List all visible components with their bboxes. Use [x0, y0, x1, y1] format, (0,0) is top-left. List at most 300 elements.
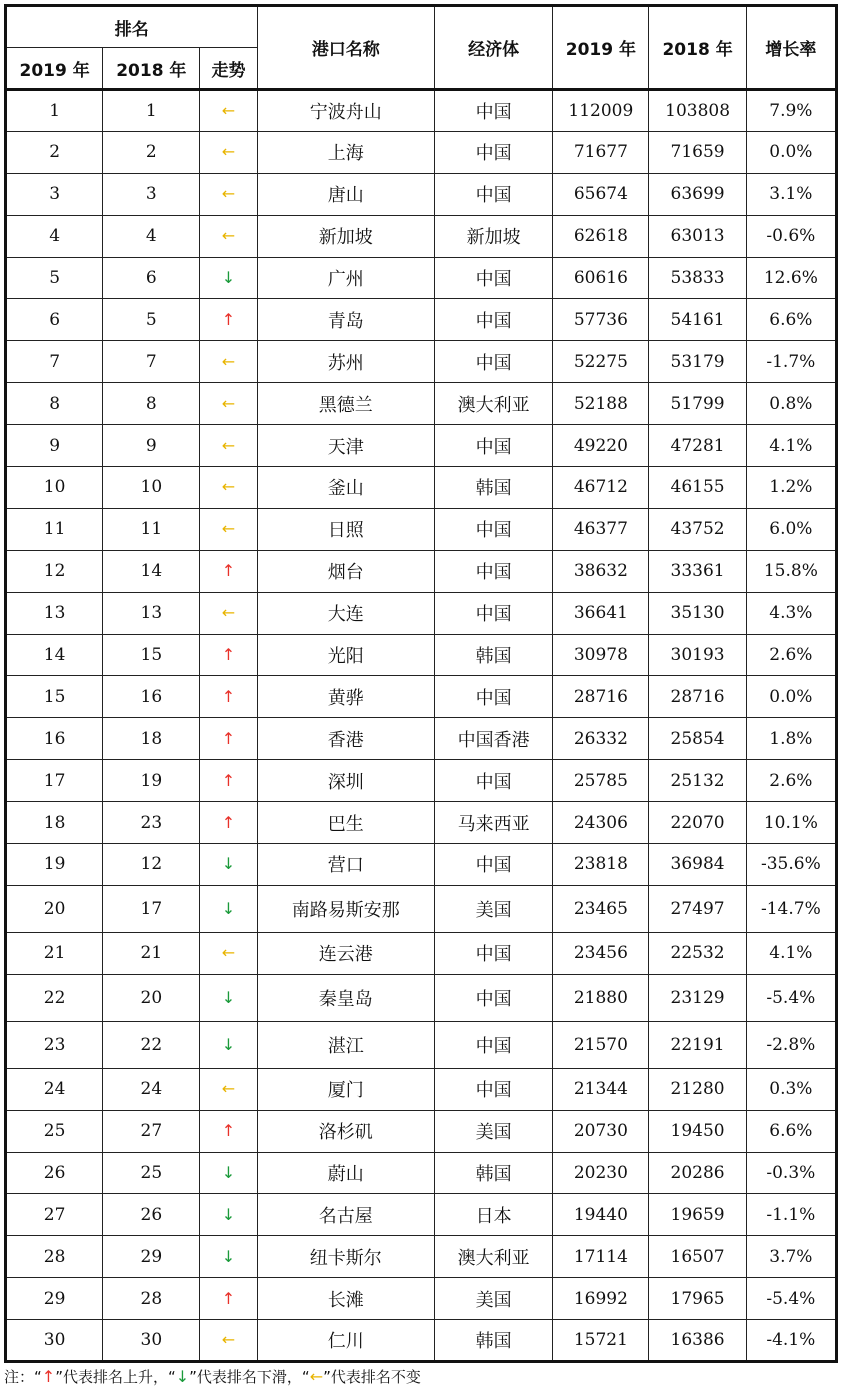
value-2019-cell: 49220 — [553, 425, 649, 467]
rank-2019-cell: 5 — [6, 257, 103, 299]
rank-2018-cell: 9 — [103, 425, 200, 467]
table-row — [6, 1320, 837, 1362]
value-2018-cell: 71659 — [649, 131, 746, 173]
economy-cell: 中国 — [434, 90, 552, 132]
value-2018-cell: 30193 — [649, 634, 746, 676]
trend-cell — [200, 676, 257, 718]
down-arrow-icon: ↓ — [221, 268, 236, 287]
value-2018-cell: 51799 — [649, 383, 746, 425]
rank-2019-cell: 26 — [6, 1152, 103, 1194]
value-2018-cell: 36984 — [649, 844, 746, 886]
value-2019-cell: 112009 — [553, 90, 649, 132]
table-row — [6, 844, 837, 886]
value-2018-cell: 21280 — [649, 1068, 746, 1110]
economy-cell: 中国 — [434, 341, 552, 383]
trend-cell — [200, 131, 257, 173]
value-2018-cell: 103808 — [649, 90, 746, 132]
growth-rate-cell: 12.6% — [746, 257, 836, 299]
rank-2019-cell: 17 — [6, 760, 103, 802]
port-name-cell: 长滩 — [257, 1278, 434, 1320]
left-arrow-icon: ← — [221, 351, 236, 371]
value-2019-cell: 65674 — [553, 173, 649, 215]
value-2019-cell: 15721 — [553, 1320, 649, 1362]
trend-cell — [200, 634, 257, 676]
port-name-cell: 宁波舟山 — [257, 90, 434, 132]
trend-cell — [200, 718, 257, 760]
left-arrow-icon: ← — [221, 435, 236, 455]
up-arrow-icon: ↑ — [221, 812, 236, 832]
left-arrow-icon: ← — [221, 943, 236, 963]
value-2019-cell: 52188 — [553, 383, 649, 425]
port-name-cell: 深圳 — [257, 760, 434, 802]
rank-2018-cell: 15 — [103, 634, 200, 676]
economy-cell: 美国 — [434, 1278, 552, 1320]
rank-2019-cell: 13 — [6, 592, 103, 634]
rank-2019-cell: 3 — [6, 173, 103, 215]
trend-cell — [200, 1278, 257, 1320]
economy-cell: 中国 — [434, 299, 552, 341]
rank-2018-cell: 12 — [103, 844, 200, 886]
table-row — [6, 341, 837, 383]
rank-group-header: 排名 — [6, 6, 258, 48]
rank-2019-cell: 29 — [6, 1278, 103, 1320]
economy-cell: 中国 — [434, 974, 552, 1021]
rank-2019-header: 2019 年 — [6, 48, 103, 90]
port-name-cell: 秦皇岛 — [257, 974, 434, 1021]
growth-rate-cell: 0.0% — [746, 676, 836, 718]
economy-cell: 美国 — [434, 885, 552, 932]
rank-2019-cell: 12 — [6, 550, 103, 592]
table-row — [6, 974, 837, 1021]
port-name-cell: 烟台 — [257, 550, 434, 592]
growth-rate-cell: -14.7% — [746, 885, 836, 932]
port-name-cell: 南路易斯安那 — [257, 885, 434, 932]
up-arrow-icon: ↑ — [221, 686, 236, 706]
rank-2019-cell: 20 — [6, 885, 103, 932]
up-arrow-icon: ↑ — [221, 770, 236, 790]
rank-2019-cell: 21 — [6, 932, 103, 974]
table-body — [6, 90, 837, 1362]
trend-cell — [200, 1320, 257, 1362]
ranking-table-container — [4, 4, 838, 1363]
economy-header: 经济体 — [434, 6, 552, 90]
trend-cell — [200, 974, 257, 1021]
port-name-cell: 苏州 — [257, 341, 434, 383]
port-name-cell: 巴生 — [257, 802, 434, 844]
value-2018-cell: 19450 — [649, 1110, 746, 1152]
up-arrow-icon: ↑ — [221, 309, 236, 329]
trend-cell — [200, 592, 257, 634]
economy-cell: 韩国 — [434, 1152, 552, 1194]
economy-cell: 中国 — [434, 592, 552, 634]
growth-rate-cell: 2.6% — [746, 760, 836, 802]
port-name-cell: 大连 — [257, 592, 434, 634]
value-2019-cell: 52275 — [553, 341, 649, 383]
value-2018-cell: 35130 — [649, 592, 746, 634]
value-2019-cell: 62618 — [553, 215, 649, 257]
trend-cell — [200, 257, 257, 299]
value-2019-cell: 20230 — [553, 1152, 649, 1194]
down-arrow-icon: ↓ — [221, 854, 236, 874]
economy-cell: 中国 — [434, 844, 552, 886]
economy-cell: 中国 — [434, 508, 552, 550]
rank-2018-cell: 22 — [103, 1021, 200, 1068]
economy-cell: 中国 — [434, 425, 552, 467]
growth-rate-cell: -0.6% — [746, 215, 836, 257]
left-arrow-icon: ← — [221, 184, 236, 204]
table-row — [6, 1068, 837, 1110]
growth-rate-cell: -0.3% — [746, 1152, 836, 1194]
value-2018-cell: 22532 — [649, 932, 746, 974]
growth-rate-cell: -5.4% — [746, 1278, 836, 1320]
table-row — [6, 1194, 837, 1236]
legend-note — [4, 1366, 421, 1387]
growth-rate-cell: 15.8% — [746, 550, 836, 592]
table-row — [6, 1278, 837, 1320]
table-row — [6, 676, 837, 718]
value-2018-cell: 63013 — [649, 215, 746, 257]
rank-2018-cell: 28 — [103, 1278, 200, 1320]
economy-cell: 美国 — [434, 1110, 552, 1152]
rank-2018-cell: 27 — [103, 1110, 200, 1152]
rank-2019-cell: 1 — [6, 90, 103, 132]
rank-2019-cell: 6 — [6, 299, 103, 341]
growth-rate-cell: 6.0% — [746, 508, 836, 550]
port-name-header: 港口名称 — [257, 6, 434, 90]
down-arrow-icon: ↓ — [221, 987, 236, 1007]
value-2018-cell: 22070 — [649, 802, 746, 844]
rank-2019-cell: 30 — [6, 1320, 103, 1362]
port-name-cell: 黄骅 — [257, 676, 434, 718]
rank-2018-cell: 21 — [103, 932, 200, 974]
value-2019-cell: 46377 — [553, 508, 649, 550]
table-row — [6, 215, 837, 257]
economy-cell: 中国 — [434, 131, 552, 173]
rank-2018-cell: 19 — [103, 760, 200, 802]
value-2018-cell: 54161 — [649, 299, 746, 341]
port-name-cell: 青岛 — [257, 299, 434, 341]
trend-cell — [200, 1110, 257, 1152]
port-name-cell: 上海 — [257, 131, 434, 173]
table-row — [6, 508, 837, 550]
left-arrow-icon: ← — [221, 142, 236, 162]
growth-rate-header: 增长率 — [746, 6, 836, 90]
value-2019-cell: 71677 — [553, 131, 649, 173]
left-arrow-icon: ← — [221, 603, 236, 623]
growth-rate-cell: 7.9% — [746, 90, 836, 132]
trend-cell — [200, 341, 257, 383]
rank-2019-cell: 18 — [6, 802, 103, 844]
economy-cell: 韩国 — [434, 1320, 552, 1362]
port-name-cell: 仁川 — [257, 1320, 434, 1362]
value-2019-cell: 20730 — [553, 1110, 649, 1152]
rank-2019-cell: 7 — [6, 341, 103, 383]
rank-2018-cell: 18 — [103, 718, 200, 760]
table-row — [6, 1236, 837, 1278]
growth-rate-cell: -35.6% — [746, 844, 836, 886]
up-arrow-icon: ↑ — [221, 728, 236, 748]
economy-cell: 韩国 — [434, 634, 552, 676]
value-2018-cell: 53179 — [649, 341, 746, 383]
left-arrow-icon: ← — [221, 1079, 236, 1099]
table-row — [6, 550, 837, 592]
economy-cell: 中国 — [434, 550, 552, 592]
value-2018-cell: 25132 — [649, 760, 746, 802]
rank-2019-cell: 4 — [6, 215, 103, 257]
economy-cell: 新加坡 — [434, 215, 552, 257]
rank-2018-cell: 8 — [103, 383, 200, 425]
growth-rate-cell: 6.6% — [746, 299, 836, 341]
rank-2019-cell: 27 — [6, 1194, 103, 1236]
value-2019-cell: 57736 — [553, 299, 649, 341]
rank-2018-cell: 13 — [103, 592, 200, 634]
trend-cell — [200, 1194, 257, 1236]
value-2018-cell: 16507 — [649, 1236, 746, 1278]
left-arrow-icon: ← — [221, 1330, 236, 1350]
table-row — [6, 1021, 837, 1068]
value-2019-cell: 60616 — [553, 257, 649, 299]
rank-2019-cell: 8 — [6, 383, 103, 425]
growth-rate-cell: 0.3% — [746, 1068, 836, 1110]
trend-cell — [200, 1236, 257, 1278]
up-arrow-icon: ↑ — [221, 645, 236, 665]
table-row — [6, 131, 837, 173]
economy-cell: 中国 — [434, 257, 552, 299]
trend-cell — [200, 1021, 257, 1068]
economy-cell: 中国 — [434, 760, 552, 802]
rank-2019-cell: 19 — [6, 844, 103, 886]
economy-cell: 澳大利亚 — [434, 383, 552, 425]
rank-2019-cell: 9 — [6, 425, 103, 467]
left-arrow-icon: ← — [221, 226, 236, 246]
rank-2018-cell: 3 — [103, 173, 200, 215]
growth-rate-cell: -2.8% — [746, 1021, 836, 1068]
up-arrow-icon: ↑ — [221, 1121, 236, 1141]
growth-rate-cell: -1.1% — [746, 1194, 836, 1236]
note-prefix: 注：“ — [4, 1368, 42, 1386]
growth-rate-cell: 6.6% — [746, 1110, 836, 1152]
economy-cell: 中国 — [434, 1068, 552, 1110]
value-2018-cell: 27497 — [649, 885, 746, 932]
down-arrow-icon: ↓ — [221, 1034, 236, 1054]
economy-cell: 中国 — [434, 1021, 552, 1068]
trend-cell — [200, 932, 257, 974]
value-2018-cell: 19659 — [649, 1194, 746, 1236]
trend-cell — [200, 885, 257, 932]
rank-2018-cell: 16 — [103, 676, 200, 718]
note-down-text: ”代表排名下滑，“ — [189, 1368, 310, 1386]
value-2018-cell: 63699 — [649, 173, 746, 215]
left-arrow-icon: ← — [221, 393, 236, 413]
port-name-cell: 纽卡斯尔 — [257, 1236, 434, 1278]
value-2018-cell: 25854 — [649, 718, 746, 760]
table-row — [6, 1152, 837, 1194]
rank-2019-cell: 25 — [6, 1110, 103, 1152]
growth-rate-cell: 2.6% — [746, 634, 836, 676]
rank-2018-cell: 5 — [103, 299, 200, 341]
table-row — [6, 634, 837, 676]
rank-2018-cell: 6 — [103, 257, 200, 299]
table-row — [6, 760, 837, 802]
rank-2018-cell: 10 — [103, 467, 200, 509]
economy-cell: 日本 — [434, 1194, 552, 1236]
rank-2018-cell: 17 — [103, 885, 200, 932]
table-row — [6, 299, 837, 341]
value-2018-cell: 22191 — [649, 1021, 746, 1068]
port-ranking-table — [4, 4, 838, 1363]
left-arrow-icon: ← — [309, 1367, 324, 1386]
rank-2018-cell: 7 — [103, 341, 200, 383]
value-2018-cell: 33361 — [649, 550, 746, 592]
value-2018-cell: 46155 — [649, 467, 746, 509]
table-row — [6, 885, 837, 932]
table-row — [6, 173, 837, 215]
table-row — [6, 425, 837, 467]
up-arrow-icon: ↑ — [221, 561, 236, 581]
rank-2018-cell: 26 — [103, 1194, 200, 1236]
port-name-cell: 日照 — [257, 508, 434, 550]
table-row — [6, 1110, 837, 1152]
value-2018-cell: 53833 — [649, 257, 746, 299]
trend-cell — [200, 1152, 257, 1194]
down-arrow-icon: ↓ — [175, 1367, 190, 1386]
value-2018-cell: 43752 — [649, 508, 746, 550]
table-row — [6, 90, 837, 132]
note-same-text: ”代表排名不变 — [323, 1368, 421, 1386]
port-name-cell: 蔚山 — [257, 1152, 434, 1194]
growth-rate-cell: 4.3% — [746, 592, 836, 634]
economy-cell: 中国香港 — [434, 718, 552, 760]
trend-cell — [200, 508, 257, 550]
value-2019-cell: 23456 — [553, 932, 649, 974]
value-2019-cell: 23465 — [553, 885, 649, 932]
port-name-cell: 广州 — [257, 257, 434, 299]
value-2018-cell: 17965 — [649, 1278, 746, 1320]
value-2019-cell: 21570 — [553, 1021, 649, 1068]
port-name-cell: 厦门 — [257, 1068, 434, 1110]
rank-2019-cell: 11 — [6, 508, 103, 550]
rank-2018-cell: 2 — [103, 131, 200, 173]
value-2019-cell: 19440 — [553, 1194, 649, 1236]
port-name-cell: 唐山 — [257, 173, 434, 215]
down-arrow-icon: ↓ — [221, 1246, 236, 1266]
growth-rate-cell: 4.1% — [746, 425, 836, 467]
rank-2018-cell: 23 — [103, 802, 200, 844]
rank-2019-cell: 2 — [6, 131, 103, 173]
rank-2019-cell: 15 — [6, 676, 103, 718]
trend-cell — [200, 215, 257, 257]
table-row — [6, 467, 837, 509]
value-2018-cell: 16386 — [649, 1320, 746, 1362]
value-2019-cell: 23818 — [553, 844, 649, 886]
port-name-cell: 连云港 — [257, 932, 434, 974]
growth-rate-cell: 3.1% — [746, 173, 836, 215]
value-2019-cell: 30978 — [553, 634, 649, 676]
value-2019-cell: 16992 — [553, 1278, 649, 1320]
rank-2019-cell: 24 — [6, 1068, 103, 1110]
economy-cell: 马来西亚 — [434, 802, 552, 844]
trend-cell — [200, 760, 257, 802]
growth-rate-cell: 3.7% — [746, 1236, 836, 1278]
value-2019-cell: 36641 — [553, 592, 649, 634]
rank-2019-cell: 10 — [6, 467, 103, 509]
growth-rate-cell: -5.4% — [746, 974, 836, 1021]
growth-rate-cell: 0.8% — [746, 383, 836, 425]
rank-2018-cell: 30 — [103, 1320, 200, 1362]
trend-cell — [200, 802, 257, 844]
left-arrow-icon: ← — [221, 477, 236, 497]
rank-2019-cell: 22 — [6, 974, 103, 1021]
port-name-cell: 名古屋 — [257, 1194, 434, 1236]
up-arrow-icon: ↑ — [221, 1288, 236, 1308]
value-2018-header: 2018 年 — [649, 6, 746, 90]
table-row — [6, 592, 837, 634]
value-2019-cell: 28716 — [553, 676, 649, 718]
rank-2018-cell: 29 — [103, 1236, 200, 1278]
rank-2019-cell: 28 — [6, 1236, 103, 1278]
value-2019-cell: 21344 — [553, 1068, 649, 1110]
trend-cell — [200, 1068, 257, 1110]
growth-rate-cell: -1.7% — [746, 341, 836, 383]
economy-cell: 澳大利亚 — [434, 1236, 552, 1278]
port-name-cell: 香港 — [257, 718, 434, 760]
table-row — [6, 257, 837, 299]
port-name-cell: 釜山 — [257, 467, 434, 509]
table-row — [6, 802, 837, 844]
port-name-cell: 洛杉矶 — [257, 1110, 434, 1152]
economy-cell: 韩国 — [434, 467, 552, 509]
value-2019-cell: 24306 — [553, 802, 649, 844]
rank-2018-cell: 1 — [103, 90, 200, 132]
port-name-cell: 光阳 — [257, 634, 434, 676]
trend-cell — [200, 550, 257, 592]
table-row — [6, 383, 837, 425]
growth-rate-cell: 0.0% — [746, 131, 836, 173]
value-2019-cell: 26332 — [553, 718, 649, 760]
growth-rate-cell: 10.1% — [746, 802, 836, 844]
rank-2018-cell: 14 — [103, 550, 200, 592]
value-2019-cell: 38632 — [553, 550, 649, 592]
rank-2018-cell: 11 — [103, 508, 200, 550]
rank-2019-cell: 16 — [6, 718, 103, 760]
value-2019-header: 2019 年 — [553, 6, 649, 90]
growth-rate-cell: -4.1% — [746, 1320, 836, 1362]
port-name-cell: 营口 — [257, 844, 434, 886]
trend-cell — [200, 90, 257, 132]
economy-cell: 中国 — [434, 676, 552, 718]
port-name-cell: 天津 — [257, 425, 434, 467]
growth-rate-cell: 1.2% — [746, 467, 836, 509]
down-arrow-icon: ↓ — [221, 898, 236, 918]
trend-cell — [200, 425, 257, 467]
port-name-cell: 湛江 — [257, 1021, 434, 1068]
value-2018-cell: 28716 — [649, 676, 746, 718]
down-arrow-icon: ↓ — [221, 1163, 236, 1183]
port-name-cell: 黑德兰 — [257, 383, 434, 425]
value-2019-cell: 25785 — [553, 760, 649, 802]
trend-cell — [200, 467, 257, 509]
value-2018-cell: 23129 — [649, 974, 746, 1021]
rank-2018-header: 2018 年 — [103, 48, 200, 90]
value-2018-cell: 20286 — [649, 1152, 746, 1194]
trend-header: 走势 — [200, 48, 257, 90]
rank-2018-cell: 4 — [103, 215, 200, 257]
note-up-text: ”代表排名上升，“ — [55, 1368, 176, 1386]
value-2019-cell: 17114 — [553, 1236, 649, 1278]
left-arrow-icon: ← — [221, 519, 236, 539]
trend-cell — [200, 383, 257, 425]
rank-2019-cell: 14 — [6, 634, 103, 676]
